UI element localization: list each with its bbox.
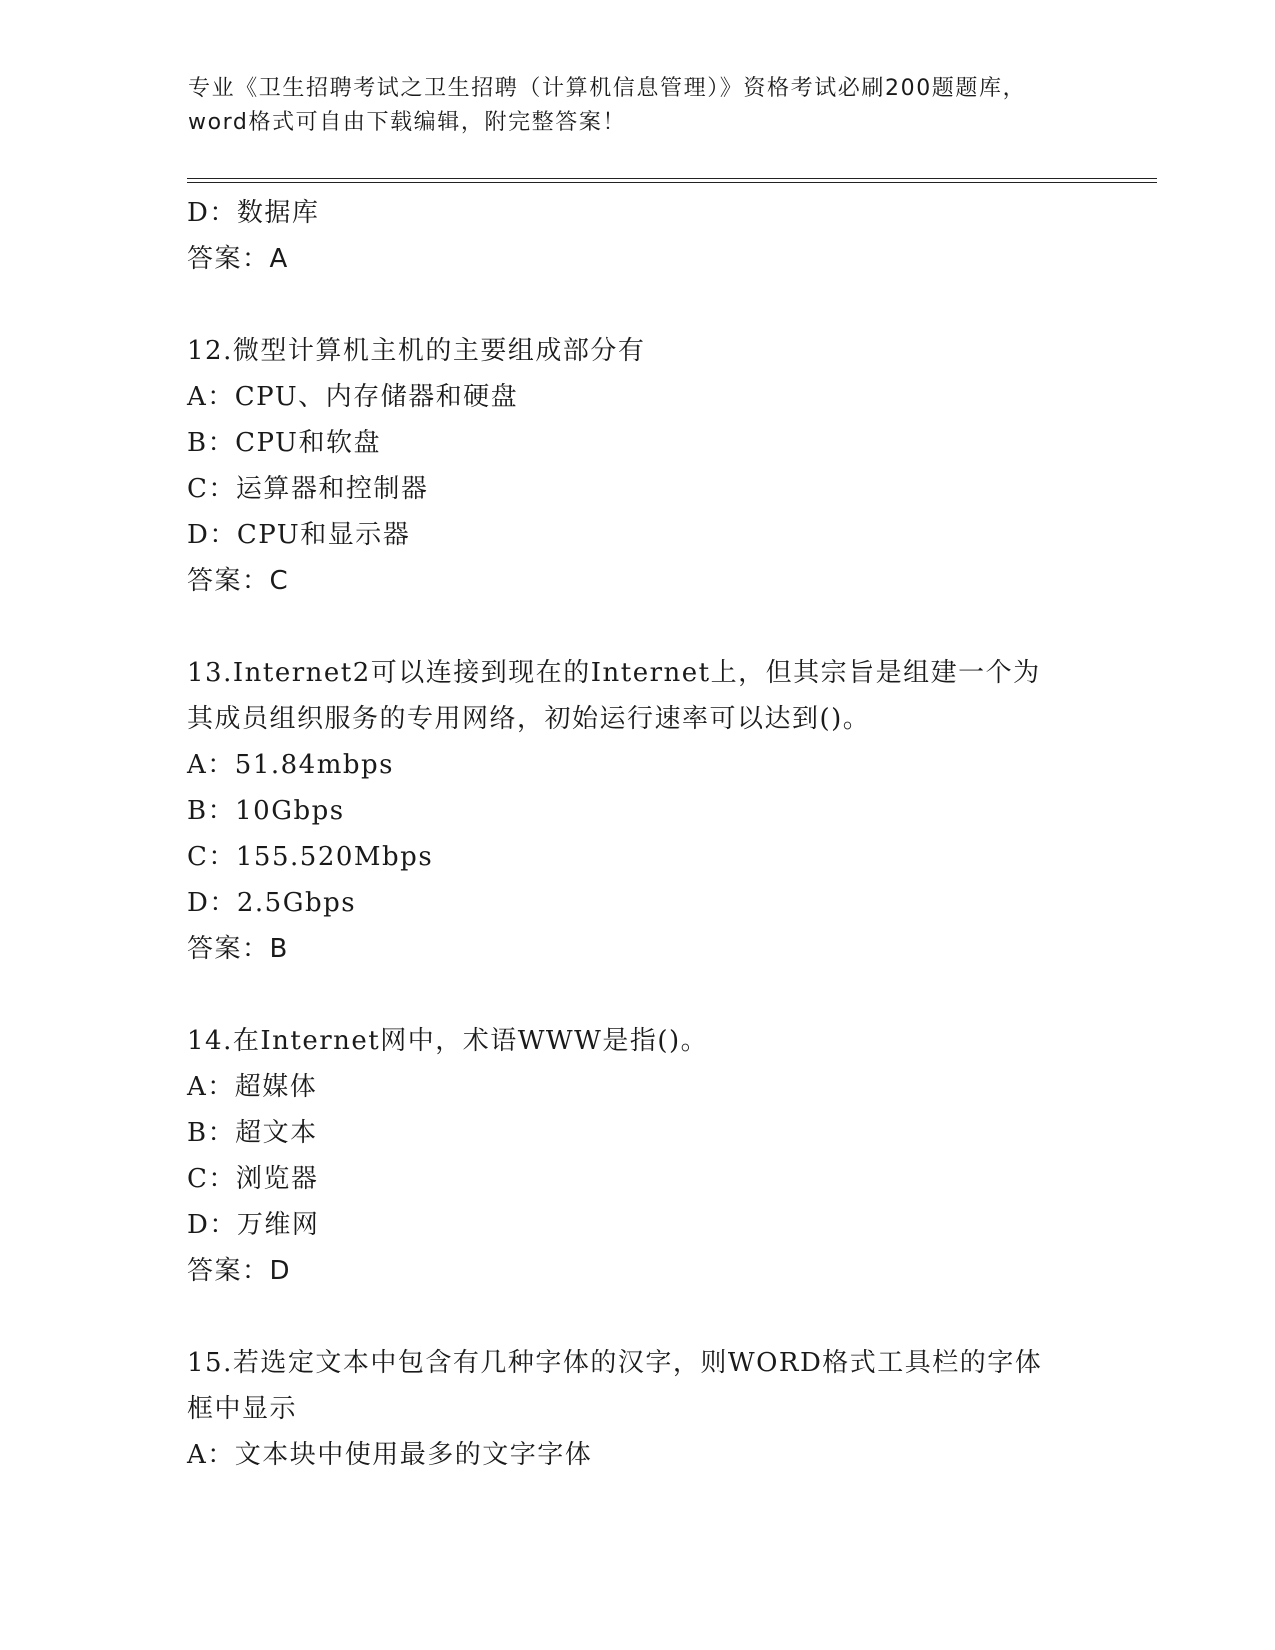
header-title-line-2: word格式可自由下载编辑，附完整答案！ bbox=[188, 110, 627, 135]
option-text: C：运算器和控制器 bbox=[187, 474, 429, 504]
answer-line: 答案：A bbox=[187, 244, 289, 274]
option-text: D：CPU和显示器 bbox=[187, 520, 411, 550]
answer-line: 答案：D bbox=[187, 1256, 292, 1286]
question-block bbox=[187, 328, 1147, 558]
question-text: 15.若选定文本中包含有几种字体的汉字，则WORD格式工具栏的字体 bbox=[187, 1348, 1043, 1378]
option-text: A：文本块中使用最多的文字字体 bbox=[187, 1440, 593, 1470]
question-text: 12.微型计算机主机的主要组成部分有 bbox=[187, 336, 646, 366]
option-text: B：CPU和软盘 bbox=[187, 428, 381, 458]
question-block bbox=[187, 1340, 1147, 1478]
option-text: C：155.520Mbps bbox=[187, 842, 434, 872]
option-text: B：超文本 bbox=[187, 1118, 318, 1148]
option-text: D：万维网 bbox=[187, 1210, 320, 1240]
option-text: B：10Gbps bbox=[187, 796, 345, 826]
option-text: A：51.84mbps bbox=[187, 750, 394, 780]
header-divider bbox=[187, 178, 1157, 183]
question-block bbox=[187, 1018, 1147, 1248]
option-text: 其成员组织服务的专用网络，初始运行速率可以达到()。 bbox=[187, 704, 871, 734]
question-text: 13.Internet2可以连接到现在的Internet上，但其宗旨是组建一个为 bbox=[187, 658, 1041, 688]
option-text: D：数据库 bbox=[187, 198, 320, 228]
question-list bbox=[187, 190, 1147, 1478]
option-text: 框中显示 bbox=[187, 1394, 298, 1424]
option-text: D：2.5Gbps bbox=[187, 888, 357, 918]
option-text: A：超媒体 bbox=[187, 1072, 318, 1102]
answer-line: 答案：C bbox=[187, 566, 290, 596]
header-title-line-1: 专业《卫生招聘考试之卫生招聘（计算机信息管理）》资格考试必刷200题题库， bbox=[188, 76, 1027, 101]
option-text: C：浏览器 bbox=[187, 1164, 319, 1194]
question-block bbox=[187, 650, 1147, 926]
document-header bbox=[188, 72, 1088, 140]
question-block bbox=[187, 190, 1147, 236]
option-text: A：CPU、内存储器和硬盘 bbox=[187, 382, 519, 412]
answer-line: 答案：B bbox=[187, 934, 289, 964]
question-text: 14.在Internet网中，术语WWW是指()。 bbox=[187, 1026, 709, 1056]
